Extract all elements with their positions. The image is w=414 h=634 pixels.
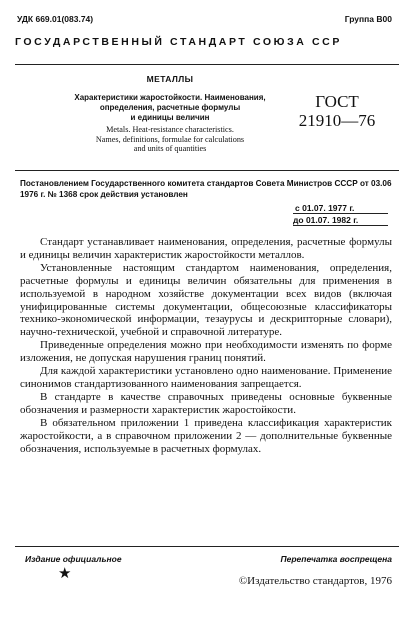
body-paragraph: В стандарте в качестве справочных приведены основные буквенные обозначения и размерности характеристик жаростойкости. [20,390,392,416]
russian-subtitle-line: и единицы величин [130,113,210,122]
header-divider [15,64,399,65]
russian-subtitle [60,93,280,123]
validity-start-date: с 01.07. 1977 г. [295,203,355,213]
title-divider [15,170,399,171]
copyright-notice: ©Издательство стандартов, 1976 [238,575,392,587]
english-subtitle-line: Names, definitions, formulae for calculations [95,134,245,144]
official-edition-label: Издание официальное [25,554,122,564]
english-subtitle-line: Metals. Heat-resistance characteristics. [106,125,234,134]
body-paragraph: Приведенные определения можно при необходимости изменять по форме изложения, не допуская нарушения границ понятий. [20,339,392,365]
english-subtitle-line: and units of quantities [133,144,207,154]
gost-label: ГОСТ [315,92,359,111]
udk-code: УДК 669.01(083.74) [17,14,94,24]
group-code: Группа В00 [344,14,392,24]
body-paragraph: В обязательном приложении 1 приведена классификация характеристик жаростойкости, а в справочном приложении 2 — дополнительные буквенные обозначения, используемые в расчетных формулах. [20,416,392,455]
state-standard-heading: ГОСУДАРСТВЕННЫЙ СТАНДАРТ СОЮЗА ССР [15,36,342,48]
body-paragraph: Стандарт устанавливает наименования, определения, расчетные формулы и единицы величин характеристик жаростойкости металлов. [20,236,392,261]
body-paragraph: Установленные настоящим стандартом наименования, определения, расчетные формулы и единицы величин обязательны для применения в используемой в народном хозяйстве документации всех видов (включая унифицированные системы документации, общесоюзные классификаторы технико-экономической информации, тезаурусы и дескрипторные словари), научно-технической, учебной и справочной литературе. [20,261,392,339]
standard-designation [287,92,387,130]
russian-subtitle-line: Характеристики жаростойкости. Наименования, [74,93,266,102]
gost-number: 21910—76 [298,111,376,130]
document-title-block [60,74,280,154]
date-underline [293,225,388,226]
decree-text: Постановлением Государственного комитета стандартов Совета Министров СССР от 03.06 1976 г. № 1368 срок действия установлен [20,179,392,199]
reprint-prohibited-label: Перепечатка воспрещена [280,554,392,564]
english-subtitle [60,125,280,154]
document-title: МЕТАЛЛЫ [146,74,194,84]
validity-end-date: до 01.07. 1982 г. [293,215,359,225]
footer-divider [15,546,399,547]
date-underline [293,213,388,214]
russian-subtitle-line: определения, расчетные формулы [99,103,241,112]
body-text [20,236,392,455]
body-paragraph: Для каждой характеристики установлено одно наименование. Применение синонимов стандартизованного наименования запрещается. [20,365,392,390]
star-icon: ★ [58,566,72,582]
